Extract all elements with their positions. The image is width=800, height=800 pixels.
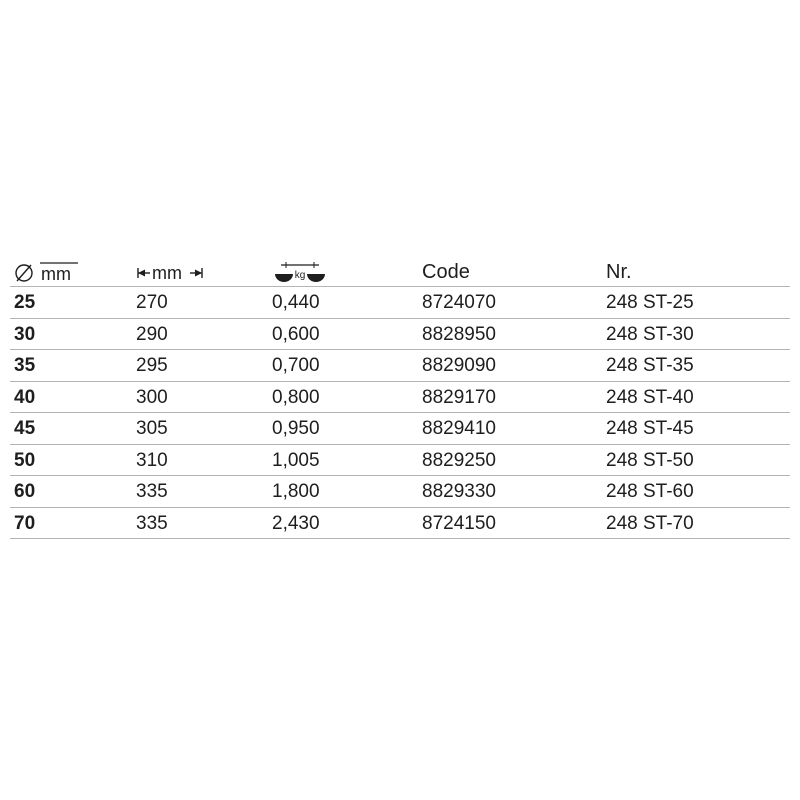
nr-cell: 248 ST-35 xyxy=(606,355,694,377)
code-cell: 8828950 xyxy=(422,323,496,345)
code-cell: 8829170 xyxy=(422,386,496,408)
code-cell: 8829330 xyxy=(422,481,496,503)
code-header: Code xyxy=(422,260,470,283)
table-row xyxy=(10,319,790,351)
code-cell: 8829090 xyxy=(422,355,496,377)
table-row xyxy=(10,287,790,319)
length-cell: 310 xyxy=(136,449,168,471)
length-cell: 290 xyxy=(136,323,168,345)
weight-cell: 1,005 xyxy=(272,449,320,471)
diameter-header xyxy=(14,258,82,286)
nr-cell: 248 ST-60 xyxy=(606,481,694,503)
length-cell: 295 xyxy=(136,355,168,377)
length-mm-icon xyxy=(136,259,216,285)
weight-cell: 0,950 xyxy=(272,418,320,440)
code-cell: 8829250 xyxy=(422,449,496,471)
length-cell: 335 xyxy=(136,481,168,503)
weight-cell: 1,800 xyxy=(272,481,320,503)
weight-unit-label: kg xyxy=(294,270,306,281)
diameter-cell: 25 xyxy=(14,292,36,314)
nr-cell: 248 ST-25 xyxy=(606,292,694,314)
diameter-cell: 45 xyxy=(14,418,36,440)
diameter-cell: 60 xyxy=(14,481,36,503)
nr-header: Nr. xyxy=(606,260,632,283)
weight-cell: 0,600 xyxy=(272,323,320,345)
diameter-cell: 40 xyxy=(14,386,36,408)
diameter-cell: 50 xyxy=(14,449,36,471)
length-cell: 305 xyxy=(136,418,168,440)
table-row xyxy=(10,476,790,508)
code-cell: 8724070 xyxy=(422,292,496,314)
weight-cell: 0,700 xyxy=(272,355,320,377)
table-row xyxy=(10,445,790,477)
weight-cell: 2,430 xyxy=(272,512,320,534)
table-header-row xyxy=(10,258,790,287)
nr-cell: 248 ST-50 xyxy=(606,449,694,471)
diameter-cell: 70 xyxy=(14,512,36,534)
weight-cell: 0,800 xyxy=(272,386,320,408)
weight-header xyxy=(272,258,328,286)
nr-cell: 248 ST-70 xyxy=(606,512,694,534)
product-spec-table xyxy=(10,258,790,539)
diameter-cell: 35 xyxy=(14,355,36,377)
diameter-unit-label: mm xyxy=(41,264,71,284)
weight-scale-icon xyxy=(272,259,328,285)
nr-cell: 248 ST-30 xyxy=(606,323,694,345)
diameter-mm-icon xyxy=(14,259,82,285)
code-cell: 8724150 xyxy=(422,512,496,534)
length-cell: 300 xyxy=(136,386,168,408)
table-row xyxy=(10,350,790,382)
length-cell: 335 xyxy=(136,512,168,534)
table-row xyxy=(10,382,790,414)
nr-cell: 248 ST-45 xyxy=(606,418,694,440)
length-header xyxy=(136,258,216,286)
table-row xyxy=(10,508,790,540)
nr-cell: 248 ST-40 xyxy=(606,386,694,408)
diameter-cell: 30 xyxy=(14,323,36,345)
length-unit-label: mm xyxy=(152,263,182,283)
code-cell: 8829410 xyxy=(422,418,496,440)
length-cell: 270 xyxy=(136,292,168,314)
weight-cell: 0,440 xyxy=(272,292,320,314)
table-row xyxy=(10,413,790,445)
